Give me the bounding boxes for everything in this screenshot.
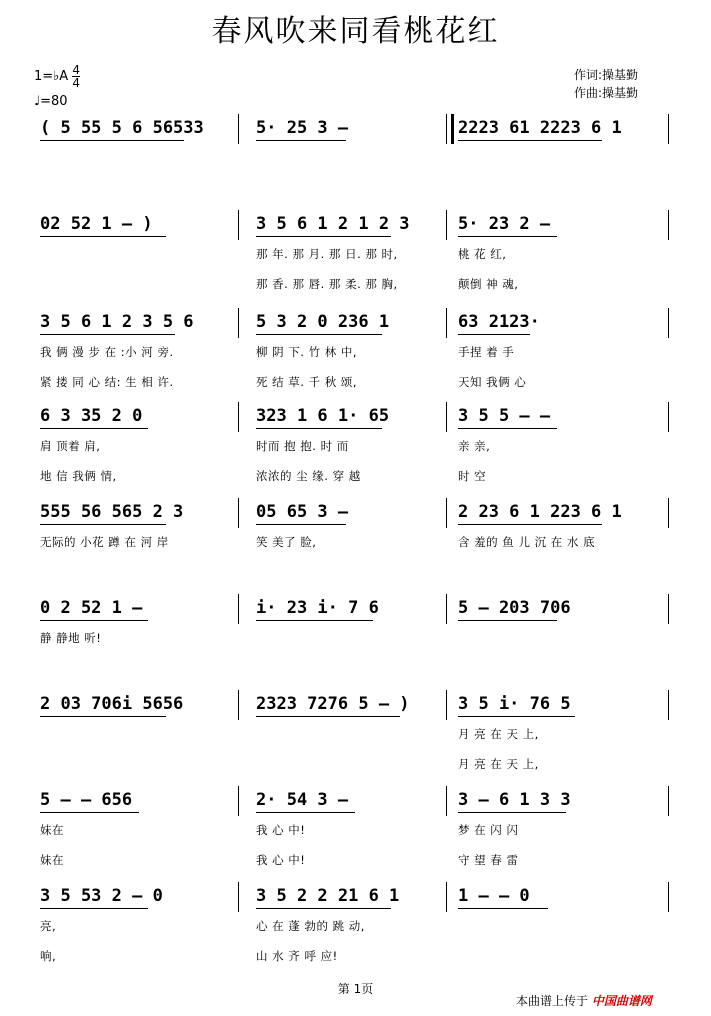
beam-line	[40, 716, 166, 717]
lyric-verse-2: 死 结 草. 千 秋 颂,	[256, 375, 358, 389]
measure-notes: 5 – 203 706	[458, 598, 571, 618]
lyric-verse-2: 我 心 中!	[256, 853, 306, 867]
lyric-verse-2: 月 亮 在 天 上,	[458, 757, 539, 771]
measure-notes: 3 5 6 1 2 3 5 6	[40, 312, 194, 332]
bar-line	[238, 786, 239, 816]
measure-notes: 3 5 2 2 21 6 1	[256, 886, 400, 906]
time-sig-bottom: 4	[72, 76, 80, 90]
bar-line	[446, 498, 447, 528]
site-logo: 中国曲谱网	[591, 994, 652, 1008]
bar-line	[446, 402, 447, 432]
beam-line	[256, 524, 346, 525]
lyric-verse-1: 心 在 蓬 勃的 跳 动,	[256, 919, 365, 933]
measure-notes: ( 5 55 5 6 56533	[40, 118, 204, 138]
beam-line	[458, 236, 557, 237]
bar-line	[238, 882, 239, 912]
beam-line	[256, 812, 355, 813]
bar-line	[238, 308, 239, 338]
beam-line	[458, 908, 548, 909]
lyric-verse-1: 那 年. 那 月. 那 日. 那 时,	[256, 247, 398, 261]
lyric-verse-2: 那 香. 那 唇. 那 柔. 那 胸,	[256, 277, 398, 291]
lyric-verse-1: 我 俩 漫 步 在 :小 河 旁.	[40, 345, 174, 359]
lyric-verse-2: 山 水 齐 呼 应!	[256, 949, 338, 963]
composer: 作曲:操基勤	[574, 86, 639, 100]
lyric-verse-1: 手捏 着 手	[458, 345, 515, 359]
measure-notes: 02 52 1 – )	[40, 214, 153, 234]
beam-line	[40, 334, 175, 335]
bar-line	[446, 308, 447, 338]
measure-notes: 2 03 706i 5656	[40, 694, 184, 714]
credits	[574, 66, 638, 102]
measure-notes: 5 3 2 0 236 1	[256, 312, 390, 332]
measure-notes: i· 23 i· 7 6	[256, 598, 379, 618]
measure-notes: 1 – – 0	[458, 886, 530, 906]
beam-line	[256, 908, 391, 909]
bar-line	[238, 498, 239, 528]
lyric-verse-1: 肩 顶着 肩,	[40, 439, 101, 453]
lyric-verse-1: 梦 在 闪 闪	[458, 823, 519, 837]
beam-line	[40, 140, 184, 141]
upload-credit	[516, 992, 652, 1009]
lyric-verse-2: 颠倒 神 魂,	[458, 277, 519, 291]
beam-line	[458, 334, 530, 335]
bar-line	[668, 690, 669, 720]
measure-notes: 6 3 35 2 0	[40, 406, 143, 426]
bar-line	[238, 594, 239, 624]
lyric-verse-1: 时而 抱 抱. 时 而	[256, 439, 349, 453]
lyric-verse-1: 月 亮 在 天 上,	[458, 727, 539, 741]
page-number: 第 1页	[337, 982, 374, 996]
beam-line	[458, 716, 575, 717]
bar-line	[668, 882, 669, 912]
bar-line	[668, 210, 669, 240]
bar-line	[446, 882, 447, 912]
bar-line	[668, 786, 669, 816]
lyric-verse-1: 无际的 小花 蹲 在 河 岸	[40, 535, 169, 549]
lyric-verse-1: 妹在	[40, 823, 64, 837]
beam-line	[40, 812, 139, 813]
bar-line	[446, 690, 447, 720]
beam-line	[458, 620, 557, 621]
beam-line	[256, 334, 382, 335]
measure-notes: 3 5 53 2 – 0	[40, 886, 163, 906]
lyric-verse-1: 笑 美了 脸,	[256, 535, 317, 549]
bar-line	[446, 786, 447, 816]
lyric-verse-1: 亲 亲,	[458, 439, 491, 453]
measure-notes: 5· 25 3 –	[256, 118, 349, 138]
page-title: 春风吹来同看桃花红	[211, 14, 500, 49]
key-signature	[34, 64, 80, 89]
beam-line	[458, 140, 602, 141]
bar-line	[668, 308, 669, 338]
bar-line	[446, 594, 447, 624]
bar-line	[668, 402, 669, 432]
beam-line	[256, 428, 382, 429]
beam-line	[40, 236, 166, 237]
lyric-verse-2: 守 望 春 雷	[458, 853, 519, 867]
bar-line	[238, 402, 239, 432]
lyric-verse-1: 我 心 中!	[256, 823, 306, 837]
measure-notes: 5· 23 2 –	[458, 214, 551, 234]
lyricist: 作词:操基勤	[574, 68, 639, 82]
tempo-marking: ♩=80	[34, 94, 68, 109]
lyric-verse-2: 紧 搂 同 心 结: 生 相 许.	[40, 375, 174, 389]
measure-notes: 3 5 5 – –	[458, 406, 551, 426]
measure-notes: 0 2 52 1 –	[40, 598, 143, 618]
measure-notes: 2· 54 3 –	[256, 790, 349, 810]
beam-line	[458, 428, 557, 429]
beam-line	[40, 524, 166, 525]
beam-line	[256, 716, 400, 717]
lyric-verse-2: 地 信 我俩 情,	[40, 469, 117, 483]
measure-notes: 2 23 6 1 223 6 1	[458, 502, 622, 522]
key-label: 1=♭A	[34, 69, 69, 84]
upload-text: 本曲谱上传于	[516, 994, 589, 1008]
measure-notes: 3 5 i· 76 5	[458, 694, 571, 714]
lyric-verse-2: 天知 我俩 心	[458, 375, 527, 389]
measure-notes: 2223 61 2223 6 1	[458, 118, 622, 138]
measure-notes: 3 5 6 1 2 1 2 3	[256, 214, 410, 234]
beam-line	[40, 428, 148, 429]
beam-line	[256, 140, 346, 141]
lyric-verse-1: 静 静地 听!	[40, 631, 102, 645]
measure-notes: 63 2123·	[458, 312, 540, 332]
measure-notes: 5 – – 656	[40, 790, 133, 810]
bar-line	[446, 114, 454, 144]
measure-notes: 323 1 6 1· 65	[256, 406, 390, 426]
bar-line	[238, 210, 239, 240]
beam-line	[458, 812, 566, 813]
bar-line	[668, 114, 669, 144]
beam-line	[40, 620, 148, 621]
lyric-verse-1: 桃 花 红,	[458, 247, 507, 261]
lyric-verse-2: 响,	[40, 949, 57, 963]
lyric-verse-1: 柳 阴 下. 竹 林 中,	[256, 345, 358, 359]
lyric-verse-2: 浓浓的 尘 缘. 穿 越	[256, 469, 361, 483]
lyric-verse-1: 含 羞的 鱼 儿 沉 在 水 底	[458, 535, 596, 549]
time-sig-top: 4	[72, 63, 80, 77]
beam-line	[256, 236, 391, 237]
bar-line	[668, 594, 669, 624]
lyric-verse-1: 亮,	[40, 919, 57, 933]
beam-line	[256, 620, 373, 621]
beam-line	[458, 524, 602, 525]
measure-notes: 3 – 6 1 3 3	[458, 790, 571, 810]
bar-line	[238, 690, 239, 720]
bar-line	[668, 498, 669, 528]
bar-line	[446, 210, 447, 240]
lyric-verse-2: 时 空	[458, 469, 487, 483]
beam-line	[40, 908, 148, 909]
time-signature	[72, 64, 80, 89]
bar-line	[238, 114, 239, 144]
measure-notes: 2323 7276 5 – )	[256, 694, 410, 714]
measure-notes: 05 65 3 –	[256, 502, 349, 522]
measure-notes: 555 56 565 2 3	[40, 502, 184, 522]
lyric-verse-2: 妹在	[40, 853, 64, 867]
